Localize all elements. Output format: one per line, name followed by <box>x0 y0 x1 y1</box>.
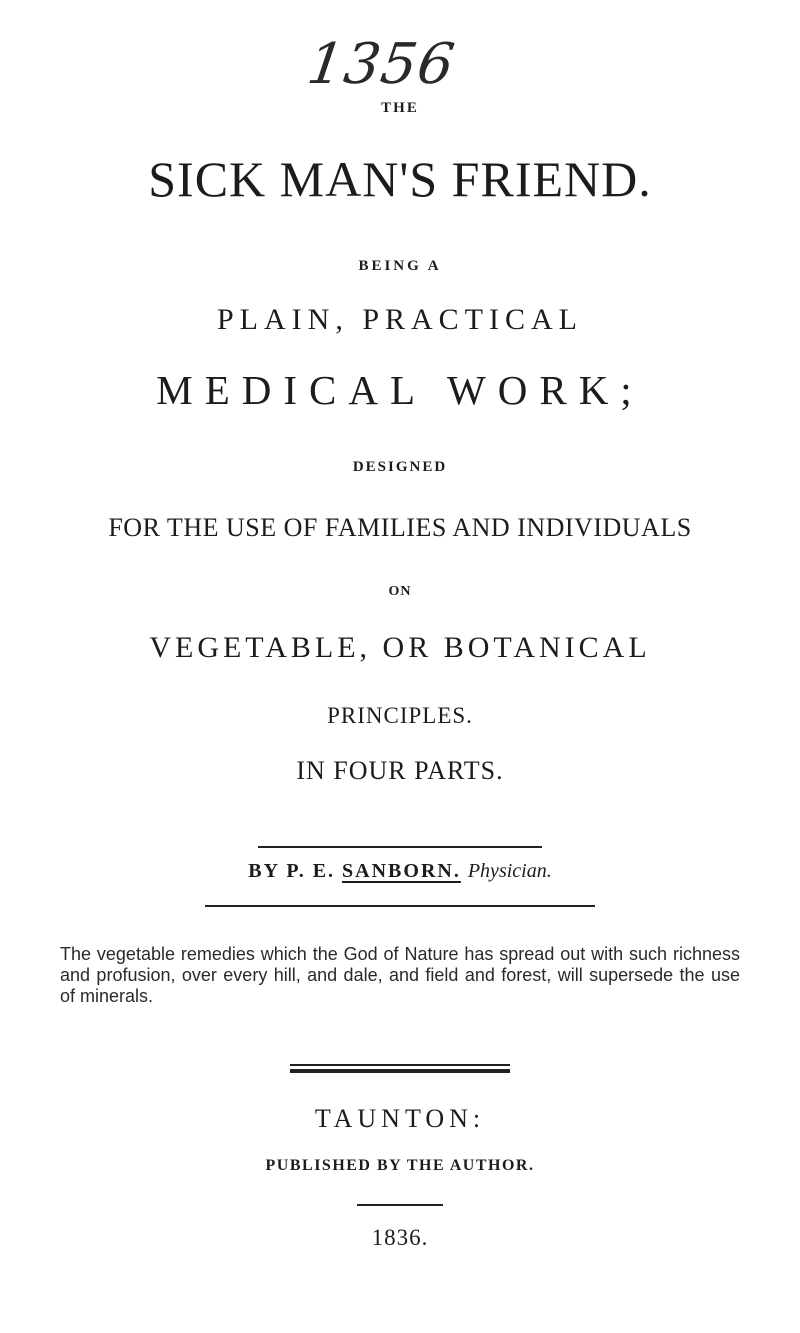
subtitle-on: ON <box>388 584 412 599</box>
subtitle-vegetable: VEGETABLE, OR BOTANICAL <box>149 631 651 664</box>
subtitle-parts: IN FOUR PARTS. <box>296 756 504 785</box>
author-title: Physician. <box>467 860 552 882</box>
divider-rule <box>205 905 595 907</box>
publication-place: TAUNTON: <box>314 1104 486 1133</box>
subtitle-principles: PRINCIPLES. <box>327 703 473 728</box>
subtitle-designed: DESIGNED <box>352 459 448 475</box>
divider-rule <box>258 846 542 848</box>
author-byline <box>0 860 800 883</box>
divider-double-rule <box>290 1069 510 1073</box>
handwritten-note: 1356 <box>303 32 460 97</box>
publication-year: 1836. <box>371 1225 429 1250</box>
book-title: SICK MAN'S FRIEND. <box>148 151 652 207</box>
title-article: THE <box>381 100 419 116</box>
byline-by: BY P. E. <box>248 860 336 882</box>
subtitle-families: FOR THE USE OF FAMILIES AND INDIVIDUALS <box>108 513 692 542</box>
subtitle-plain-practical: PLAIN, PRACTICAL <box>216 303 583 336</box>
divider-rule <box>357 1204 443 1206</box>
divider-double-rule <box>290 1064 510 1066</box>
subtitle-being-a: BEING A <box>358 258 442 274</box>
subtitle-medical-work: MEDICAL WORK; <box>156 367 644 413</box>
epigraph: The vegetable remedies which the God of Nature has spread out with such richness and profusion, over every hill, and dale, and field and forest, will supersede the use of minerals. <box>60 944 740 1006</box>
author-name: SANBORN. <box>342 860 461 882</box>
publisher: PUBLISHED BY THE AUTHOR. <box>265 1157 535 1174</box>
